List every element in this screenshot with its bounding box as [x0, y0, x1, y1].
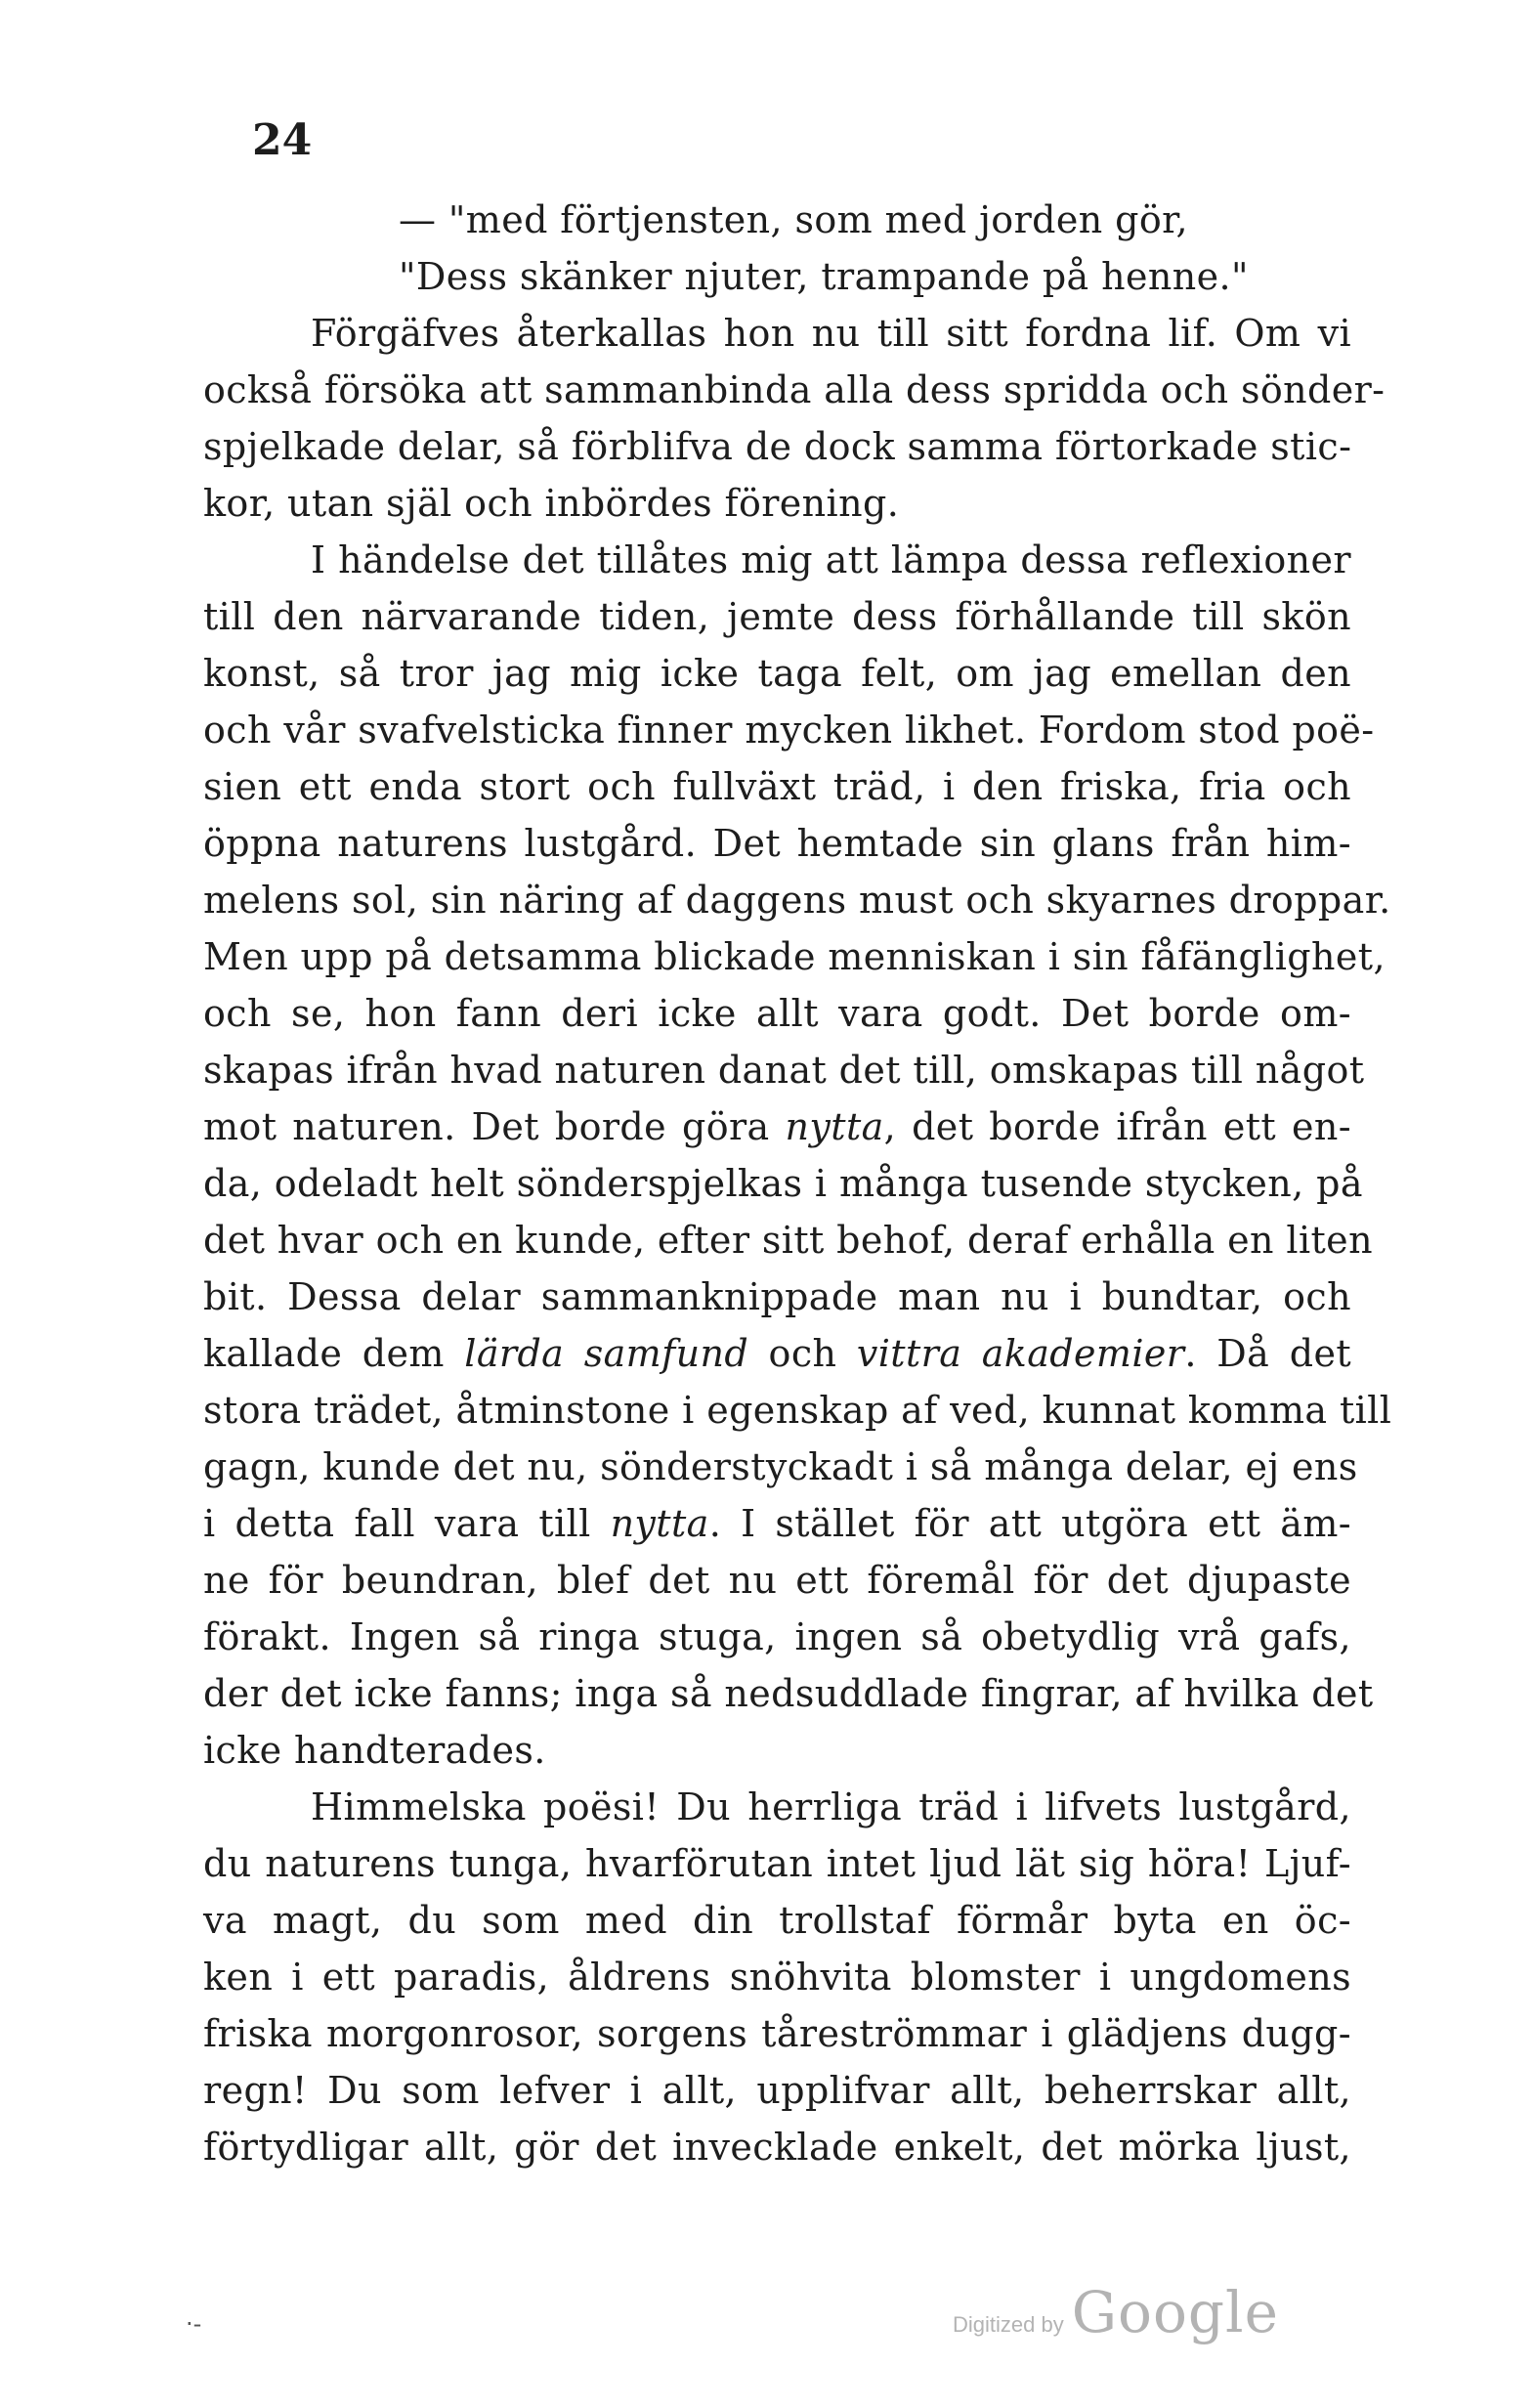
text-line-17: mot naturen. Det borde göra nytta, det borde ifrån ett en- — [203, 1105, 1351, 1148]
text-line-24: i detta fall vara till nytta. I stället för att utgöra ett äm- — [203, 1502, 1351, 1545]
text-line-11: sien ett enda stort och fullväxt träd, i den friska, fria och — [203, 765, 1351, 808]
text-line-1: — "med förtjensten, som med jorden gör, — [399, 198, 1188, 241]
text-line-28: icke handterades. — [203, 1729, 546, 1772]
text-line-23: gagn, kunde det nu, sönderstyckadt i så många delar, ej ens — [203, 1445, 1358, 1488]
text-line-6: kor, utan själ och inbördes förening. — [203, 482, 900, 525]
text-line-27: der det icke fanns; inga så nedsuddlade fingrar, af hvilka det — [203, 1672, 1374, 1715]
footer-mark: ·- — [186, 2310, 202, 2338]
text-line-2: "Dess skänker njuter, trampande på henne." — [399, 255, 1249, 298]
text-line-20: bit. Dessa delar sammanknippade man nu i bundtar, och — [203, 1275, 1351, 1318]
text-line-21: kallade dem lärda samfund och vittra akademier. Då det — [203, 1332, 1352, 1375]
google-logo: Google — [1071, 2279, 1279, 2345]
text-line-3: Förgäfves återkallas hon nu till sitt fordna lif. Om vi — [311, 312, 1351, 355]
text-line-29: Himmelska poësi! Du herrliga träd i lifvets lustgård, — [311, 1785, 1351, 1828]
digitized-by-label: Digitized by — [953, 2312, 1064, 2337]
text-line-9: konst, så tror jag mig icke taga felt, om jag emellan den — [203, 652, 1351, 695]
text-line-34: regn! Du som lefver i allt, upplifvar allt, beherrskar allt, — [203, 2069, 1351, 2112]
page-number: 24 — [252, 115, 313, 165]
text-line-12: öppna naturens lustgård. Det hemtade sin glans från him- — [203, 822, 1351, 865]
text-line-4: också försöka att sammanbinda alla dess spridda och sönder- — [203, 368, 1386, 411]
body-text — [203, 192, 1392, 2175]
text-line-22: stora trädet, åtminstone i egenskap af ved, kunnat komma till — [203, 1389, 1392, 1432]
text-line-16: skapas ifrån hvad naturen danat det till, omskapas till något — [203, 1049, 1365, 1092]
digitized-watermark — [953, 2279, 1279, 2345]
text-line-35: förtydligar allt, gör det invecklade enkelt, det mörka ljust, — [203, 2126, 1351, 2169]
text-line-8: till den närvarande tiden, jemte dess förhållande till skön — [203, 595, 1351, 638]
text-line-31: va magt, du som med din trollstaf förmår byta en öc- — [203, 1899, 1351, 1942]
text-line-26: förakt. Ingen så ringa stuga, ingen så obetydlig vrå gafs, — [203, 1615, 1351, 1658]
text-line-32: ken i ett paradis, åldrens snöhvita blomster i ungdomens — [203, 1956, 1351, 1999]
text-line-25: ne för beundran, blef det nu ett föremål för det djupaste — [203, 1559, 1351, 1602]
text-line-7: I händelse det tillåtes mig att lämpa dessa reflexioner — [311, 538, 1351, 581]
text-line-15: och se, hon fann deri icke allt vara godt. Det borde om- — [203, 992, 1351, 1035]
text-line-5: spjelkade delar, så förblifva de dock samma förtorkade stic- — [203, 425, 1352, 468]
text-line-18: da, odeladt helt sönderspjelkas i många tusende stycken, på — [203, 1162, 1363, 1205]
text-line-30: du naturens tunga, hvarförutan intet ljud lät sig höra! Ljuf- — [203, 1842, 1351, 1885]
text-line-33: friska morgonrosor, sorgens tåreströmmar i glädjens dugg- — [203, 2012, 1351, 2055]
text-line-13: melens sol, sin näring af daggens must och skyarnes droppar. — [203, 879, 1391, 922]
text-line-19: det hvar och en kunde, efter sitt behof, deraf erhålla en liten — [203, 1219, 1373, 1262]
text-line-10: och vår svafvelsticka finner mycken likhet. Fordom stod poë- — [203, 709, 1375, 752]
text-line-14: Men upp på detsamma blickade menniskan i sin fåfänglighet, — [203, 935, 1386, 978]
